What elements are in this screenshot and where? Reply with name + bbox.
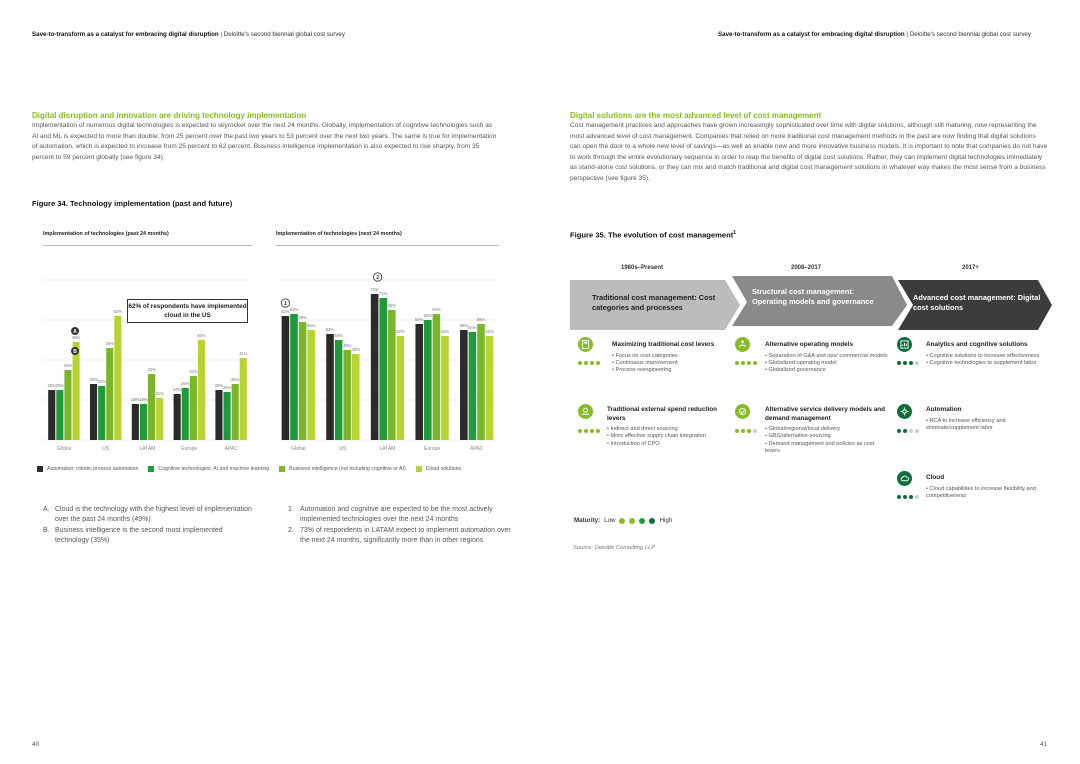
box-analytics: Analytics and cognitive solutions • Cognitive solutions to increase effectiveness • Cognitive technologies to supplement labor: [926, 341, 1041, 367]
callout-box: [127, 299, 248, 323]
bar-label: 49%: [71, 335, 81, 340]
maturity-dots-3: [897, 361, 919, 365]
bar-label: 25%: [55, 383, 65, 388]
bar-us-series-0: [326, 334, 334, 440]
category-label: Europe: [181, 446, 198, 452]
maturity-dots-6: [897, 429, 919, 433]
figure-35-title: Figure 35. The evolution of cost management$^1$: [570, 230, 737, 240]
right-page-number: 41: [1040, 741, 1048, 748]
bar-label: 18%: [139, 397, 148, 402]
note-a: A. Cloud is the technology with the highest level of implementation over the past 24 months (49%): [43, 506, 252, 524]
source-note: Source: Deloitte Consulting LLP: [573, 545, 656, 551]
category-label: APAC: [470, 446, 484, 452]
category-label: LATAM: [379, 446, 396, 452]
bar-label: 50%: [334, 333, 343, 338]
bar-us-series-1: [98, 386, 105, 440]
bar-europe-series-2: [433, 314, 441, 440]
cloud-icon: [897, 471, 912, 486]
bar-label: 18%: [131, 397, 140, 402]
bar-label: 73%: [370, 287, 379, 292]
bar-apac-series-1: [223, 392, 230, 440]
bar-label: 33%: [147, 367, 156, 372]
bar-europe-series-0: [174, 394, 181, 440]
bar-label: 25%: [47, 383, 56, 388]
bar-label: 46%: [105, 341, 114, 346]
bar-label: 63%: [432, 307, 441, 312]
bar-label: 52%: [485, 329, 494, 334]
bar-us-series-1: [335, 340, 343, 440]
service-delivery-icon: [735, 404, 750, 419]
right-section-title: Digital solutions are the most advanced level of cost management: [570, 111, 822, 120]
bar-label: 58%: [476, 317, 486, 322]
bar-label: 71%: [379, 291, 388, 296]
bar-label: 62%: [113, 309, 123, 314]
bar-label: 63%: [289, 307, 299, 312]
chart-past-title: Implementation of technologies (past 24 months): [43, 231, 169, 237]
bar-label: 26%: [181, 381, 190, 386]
bar-us-series-2: [343, 350, 351, 440]
category-label: LATAM: [139, 446, 156, 452]
bar-latam-series-3: [156, 398, 163, 440]
bar-label: 24%: [222, 385, 232, 390]
bar-label: 28%: [89, 377, 98, 382]
bar-label: 23%: [172, 387, 182, 392]
bar-latam-series-2: [148, 374, 155, 440]
box-automation: Automation • RCA to increase efficiency and eliminate/supplement labor: [926, 406, 1041, 432]
right-paragraph: Cost management practices and approaches have grown increasingly sophisticated over time with digital solutions, although still maturing, now representing the most advanced level of cost management. Companies that relied on more traditional cost management methods in the past are now finding that digital solutions can open the door to a whole new level of savings—as well as enable new and more innovative business models. It is important to note that companies do not have to work through the entire evolutionary sequence in order to reap the benefits of digital cost solutions. Rather, they can implement digital technologies immediately as stand-alone cost solutions, or they can mix and match traditional and digital cost management solutions in whatever way makes the most sense from a business perspective (see figure 35).: [570, 122, 1048, 182]
bar-global-series-2: [299, 322, 307, 440]
bar-us-series-3: [114, 316, 121, 440]
bar-latam-series-1: [379, 298, 387, 440]
automation-icon: [897, 404, 912, 419]
right-running-header: Save-to-transform as a catalyst for embracing digital disruption | Deloitte's second biennial global cost survey: [718, 31, 1031, 38]
left-section-title: Digital disruption and innovation are driving technology implementation: [32, 111, 307, 120]
era-3: 2017+: [962, 265, 979, 271]
era-1: 1980s–Present: [621, 265, 664, 271]
legend-swatch-cognitive: [148, 466, 154, 472]
bar-label: 53%: [325, 327, 335, 332]
bar-europe-series-1: [424, 320, 432, 440]
bar-latam-series-3: [397, 336, 405, 440]
bar-global-series-3: [307, 330, 315, 440]
era-2: 2008–2017: [791, 265, 822, 271]
technology-implementation-chart: [0, 0, 540, 470]
box-maximizing: Maximizing traditional cost levers • Focus on cost categories • Continuous improvement • Process reengineering: [612, 341, 737, 375]
bar-apac-series-0: [215, 390, 222, 440]
bar-global-series-0: [48, 390, 55, 440]
category-label: APAC: [224, 446, 238, 452]
bar-latam-series-0: [371, 294, 379, 440]
marker-label: 2: [376, 274, 380, 281]
bar-label: 50%: [197, 333, 206, 338]
bar-label: 45%: [342, 343, 352, 348]
marker-label: 1: [284, 300, 287, 307]
maturity-dots-7: [897, 495, 919, 499]
bar-europe-series-2: [190, 376, 197, 440]
maturity-low: Low: [604, 517, 616, 524]
bar-label: 58%: [415, 317, 424, 322]
bar-apac-series-3: [240, 358, 247, 440]
legend-automation: Automation: robotic process automation: [47, 466, 139, 472]
bar-label: 59%: [298, 315, 307, 320]
analytics-icon: [897, 337, 912, 352]
bar-apac-series-1: [469, 332, 477, 440]
bar-global-series-2: [64, 370, 71, 440]
box-service-delivery: Alternative service delivery models and demand management • Global/regional/local delivery • GBS/alternative-sourcing • Demand management and policies as cost levers: [765, 406, 890, 456]
bar-label: 52%: [396, 329, 405, 334]
bar-global-series-0: [282, 316, 290, 440]
maturity-label: Maturity:: [574, 517, 601, 524]
bar-label: 43%: [351, 347, 360, 352]
bar-europe-series-3: [198, 340, 205, 440]
bar-latam-series-2: [388, 310, 396, 440]
notes-left: [43, 505, 258, 547]
bar-europe-series-1: [182, 388, 189, 440]
bar-label: 54%: [468, 325, 477, 330]
legend-swatch-automation: [37, 466, 43, 472]
category-label: Global: [56, 446, 72, 452]
box-cloud: Cloud • Cloud capabilities to increase flexibility and competitiveness: [926, 474, 1041, 500]
arrow-structural-text: Structural cost management: Operating models and governance: [752, 287, 874, 306]
note-b: B. Business intelligence is the second most implemented technology (35%): [43, 526, 223, 545]
maturity-high: High: [659, 517, 673, 524]
bar-label: 60%: [423, 313, 433, 318]
legend-swatch-cloud: [416, 466, 422, 472]
bar-label: 55%: [306, 323, 316, 328]
category-label: Europe: [424, 446, 441, 452]
calculator-icon: [578, 337, 593, 352]
bar-label: 41%: [239, 351, 248, 356]
bar-label: 52%: [440, 329, 450, 334]
bar-label: 35%: [63, 363, 73, 368]
maturity-scale: [574, 517, 672, 524]
marker-label: B: [73, 348, 77, 355]
bar-apac-series-2: [232, 384, 239, 440]
bar-apac-series-0: [460, 330, 468, 440]
callout-text: 62% of respondents have implemented cloud in the US: [128, 303, 247, 319]
bar-label: 55%: [459, 323, 469, 328]
bar-label: 62%: [281, 309, 290, 314]
org-chart-icon: [735, 337, 750, 352]
note-1: 1. Automation and cognitive are expected to be the most actively implemented technologies over the next 24 months: [288, 506, 493, 524]
marker-label: A: [73, 328, 77, 335]
bar-label: 21%: [155, 391, 164, 396]
note-2: 2. 73% of respondents in LATAM expect to implement automation over the next 24 months, significantly more than in other regions: [288, 526, 511, 545]
maturity-dots-2: [735, 361, 757, 365]
bar-us-series-0: [90, 384, 97, 440]
category-label: Global: [291, 446, 306, 452]
bar-apac-series-2: [477, 324, 485, 440]
maturity-dots-1: [578, 361, 600, 365]
category-label: US: [102, 446, 110, 452]
bar-latam-series-0: [132, 404, 139, 440]
bar-latam-series-1: [140, 404, 147, 440]
box-alt-operating: Alternative operating models • Separation of G&A and ops/ commercial models • Globalized operating model • Globalized governance: [765, 341, 890, 375]
bar-label: 65%: [387, 303, 396, 308]
money-hand-icon: [578, 404, 593, 419]
maturity-dots-5: [735, 429, 757, 433]
chart-legend: [37, 466, 461, 472]
arrow-advanced-text: Advanced cost management: Digital cost solutions: [913, 293, 1041, 312]
legend-bi: Business intelligence (not including cognitive or AI): [289, 466, 406, 472]
bar-global-series-1: [290, 314, 298, 440]
bar-label: 28%: [230, 377, 240, 382]
bar-us-series-3: [352, 354, 360, 440]
bar-global-series-3: [73, 342, 80, 440]
bar-apac-series-3: [486, 336, 494, 440]
left-page-number: 40: [32, 741, 40, 748]
left-paragraph: Implementation of numerous digital technologies is expected to skyrocket over the next 24 months. Globally, implementation of cognitive technologies such as AI and ML is expected to more than double, from 25 percent over the past two years to 53 percent over the next two years. The same is true for implementation of automation, which is expected to increase from 25 percent to 62 percent. Business intelligence implementation is also expected to rise sharply, from 35 percent to 59 percent globally (see figure 34).: [32, 122, 497, 161]
figure-34-title: Figure 34. Technology implementation (past and future): [32, 199, 233, 208]
bar-us-series-2: [106, 348, 113, 440]
bar-label: 25%: [214, 383, 224, 388]
bar-label: 32%: [189, 369, 198, 374]
box-external-spend: Traditional external spend reduction levers • Indirect and direct sourcing • More effective supply chain integration • Introduction of CPO: [607, 406, 727, 448]
legend-cognitive: Cognitive technologies: AI and machine learning: [158, 466, 270, 472]
legend-cloud: Cloud solutions: [425, 466, 462, 472]
bar-europe-series-3: [441, 336, 449, 440]
chart-next-title: Implementation of technologies (next 24 months): [276, 231, 402, 237]
legend-swatch-bi: [279, 466, 285, 472]
maturity-dots-4: [578, 429, 600, 433]
category-label: US: [339, 446, 347, 452]
notes-right: [288, 505, 513, 547]
bar-global-series-1: [56, 390, 63, 440]
left-running-header: Save-to-transform as a catalyst for embracing digital disruption | Deloitte's second biennial global cost survey: [32, 31, 345, 38]
bar-label: 27%: [97, 379, 106, 384]
bar-europe-series-0: [415, 324, 423, 440]
arrow-traditional-text: Traditional cost management: Cost categories and processes: [592, 293, 716, 312]
